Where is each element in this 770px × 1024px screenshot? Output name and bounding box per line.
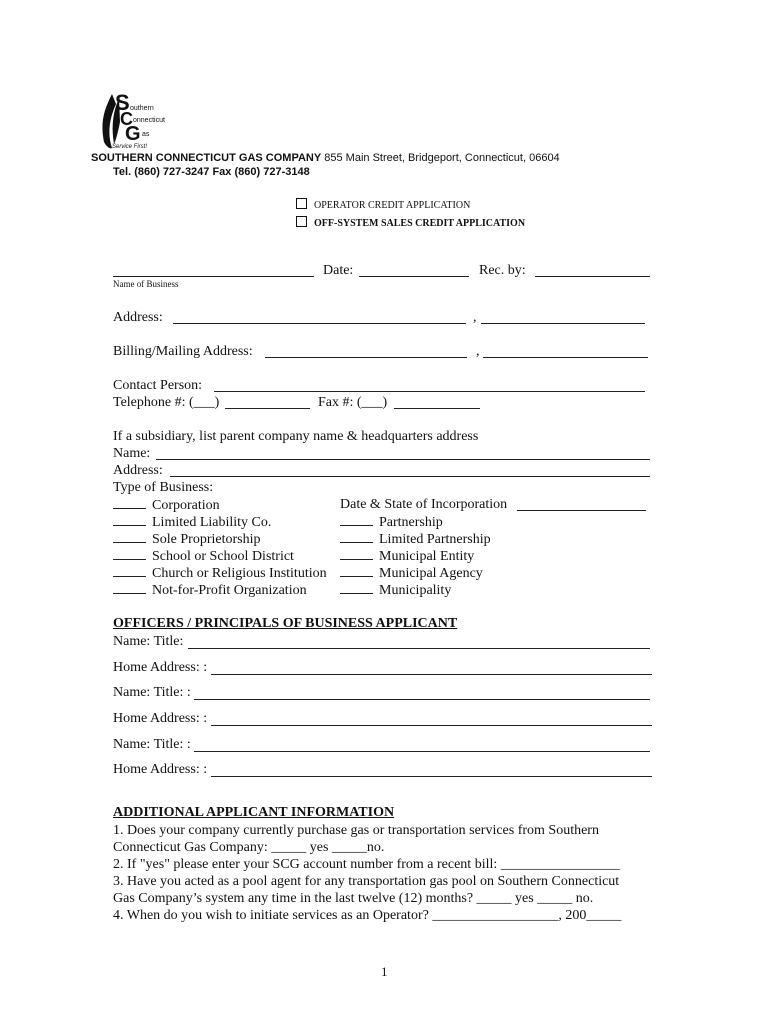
officer-address-field[interactable]: [211, 674, 652, 675]
incorporation-label: Date & State of Incorporation: [340, 497, 508, 512]
business-type-option[interactable]: [340, 547, 474, 565]
subsidiary-intro: If a subsidiary, list parent company name & headquarters address: [113, 429, 479, 444]
logo-word-southern: outhern: [130, 105, 154, 112]
business-name-caption: Name of Business: [113, 279, 179, 289]
business-type-option[interactable]: [113, 564, 327, 582]
officer-address-label: Home Address: :: [113, 762, 208, 777]
billing-city-field[interactable]: [483, 357, 648, 358]
checkline[interactable]: [340, 581, 373, 594]
officer-address-label: Home Address: :: [113, 660, 208, 675]
off-system-credit-option[interactable]: [296, 216, 525, 229]
question-1: 1. Does your company currently purchase gas or transportation services from Southern: [113, 823, 599, 838]
option-label: School or School District: [152, 549, 294, 564]
operator-credit-option[interactable]: [296, 198, 470, 211]
parent-address-field[interactable]: [170, 476, 650, 477]
fax-field[interactable]: [394, 408, 480, 409]
officer-address-label: Home Address: :: [113, 711, 208, 726]
business-type-option[interactable]: [113, 496, 220, 514]
business-type-option[interactable]: [113, 581, 307, 599]
page-number: 1: [381, 964, 388, 979]
officer-name-field[interactable]: [194, 699, 650, 700]
logo-word-gas: as: [142, 131, 150, 138]
company-phone: Tel. (860) 727-3247 Fax (860) 727-3148: [113, 166, 310, 178]
option-label: Municipality: [379, 583, 452, 598]
business-type-option[interactable]: [340, 581, 451, 599]
address-city-field[interactable]: [481, 323, 645, 324]
option-label: Partnership: [379, 515, 443, 530]
question-4[interactable]: 4. When do you wish to initiate services as an Operator? __________________, 200_____: [113, 908, 622, 923]
logo-tagline: Service First!: [112, 144, 148, 150]
incorporation-field[interactable]: [517, 510, 646, 511]
billing-comma: ,: [476, 344, 480, 359]
officers-heading: OFFICERS / PRINCIPALS OF BUSINESS APPLICANT: [113, 616, 458, 631]
logo-letter-g: G: [125, 123, 141, 145]
checkline[interactable]: [113, 564, 146, 577]
business-name-field[interactable]: [113, 276, 314, 277]
checkline[interactable]: [340, 530, 373, 543]
checkbox-icon[interactable]: [296, 216, 307, 227]
officer-name-label: Name: Title: :: [113, 737, 191, 752]
option-label: Corporation: [152, 498, 220, 513]
officer-address-field[interactable]: [211, 725, 652, 726]
company-name: SOUTHERN CONNECTICUT GAS COMPANY: [91, 152, 322, 164]
contact-person-label: Contact Person:: [113, 378, 203, 393]
contact-person-field[interactable]: [214, 391, 645, 392]
address-field[interactable]: [173, 323, 466, 324]
telephone-field[interactable]: [225, 408, 310, 409]
business-type-option[interactable]: [113, 547, 294, 565]
off-system-credit-label: OFF-SYSTEM SALES CREDIT APPLICATION: [314, 218, 526, 229]
checkline[interactable]: [113, 496, 146, 509]
additional-heading: ADDITIONAL APPLICANT INFORMATION: [113, 805, 395, 820]
parent-name-field[interactable]: [156, 459, 650, 460]
checkline[interactable]: [340, 564, 373, 577]
company-logo: [98, 92, 178, 154]
option-label: Limited Liability Co.: [152, 515, 272, 530]
operator-credit-label: OPERATOR CREDIT APPLICATION: [314, 200, 471, 211]
address-label: Address:: [113, 310, 163, 325]
option-label: Not-for-Profit Organization: [152, 583, 307, 598]
billing-address-field[interactable]: [265, 357, 467, 358]
billing-address-label: Billing/Mailing Address:: [113, 344, 253, 359]
logo-letter-c: C: [120, 109, 133, 129]
officer-name-field[interactable]: [194, 751, 650, 752]
address-comma: ,: [473, 310, 477, 325]
fax-label: Fax #: (___): [318, 395, 388, 410]
rec-by-field[interactable]: [535, 276, 650, 277]
option-label: Municipal Entity: [379, 549, 475, 564]
company-header: [91, 152, 560, 164]
parent-address-label: Address:: [113, 463, 163, 478]
checkline[interactable]: [113, 530, 146, 543]
rec-by-label: Rec. by:: [479, 263, 526, 278]
business-type-option[interactable]: [340, 564, 483, 582]
option-label: Limited Partnership: [379, 532, 491, 547]
option-label: Sole Proprietorship: [152, 532, 261, 547]
question-3-answer[interactable]: Gas Company’s system any time in the last twelve (12) months? _____ yes _____ no.: [113, 891, 594, 906]
checkline[interactable]: [113, 513, 146, 526]
officer-name-label: Name: Title: :: [113, 685, 191, 700]
option-label: Municipal Agency: [379, 566, 483, 581]
company-address: 855 Main Street, Bridgeport, Connecticut, 06604: [321, 152, 560, 164]
officer-name-label: Name: Title:: [113, 634, 184, 649]
business-type-option[interactable]: [340, 513, 443, 531]
question-2[interactable]: 2. If "yes" please enter your SCG account number from a recent bill: _________________: [113, 857, 620, 872]
checkline[interactable]: [113, 581, 146, 594]
officer-address-field[interactable]: [211, 776, 652, 777]
checkline[interactable]: [113, 547, 146, 560]
business-type-option[interactable]: [340, 530, 491, 548]
date-label: Date:: [323, 263, 354, 278]
option-label: Church or Religious Institution: [152, 566, 327, 581]
parent-name-label: Name:: [113, 446, 151, 461]
business-type-label: Type of Business:: [113, 480, 214, 495]
checkline[interactable]: [340, 513, 373, 526]
telephone-label: Telephone #: (___): [113, 395, 220, 410]
question-3: 3. Have you acted as a pool agent for any transportation gas pool on Southern Connecticut: [113, 874, 620, 889]
checkline[interactable]: [340, 547, 373, 560]
checkbox-icon[interactable]: [296, 198, 307, 209]
business-type-option[interactable]: [113, 530, 261, 548]
question-1-answer[interactable]: Connecticut Gas Company: _____ yes _____no.: [113, 840, 385, 855]
logo-letter-s: S: [115, 90, 130, 115]
logo-word-connecticut: onnecticut: [133, 117, 165, 124]
officer-name-field[interactable]: [188, 648, 650, 649]
business-type-option[interactable]: [113, 513, 271, 531]
date-field[interactable]: [359, 276, 469, 277]
